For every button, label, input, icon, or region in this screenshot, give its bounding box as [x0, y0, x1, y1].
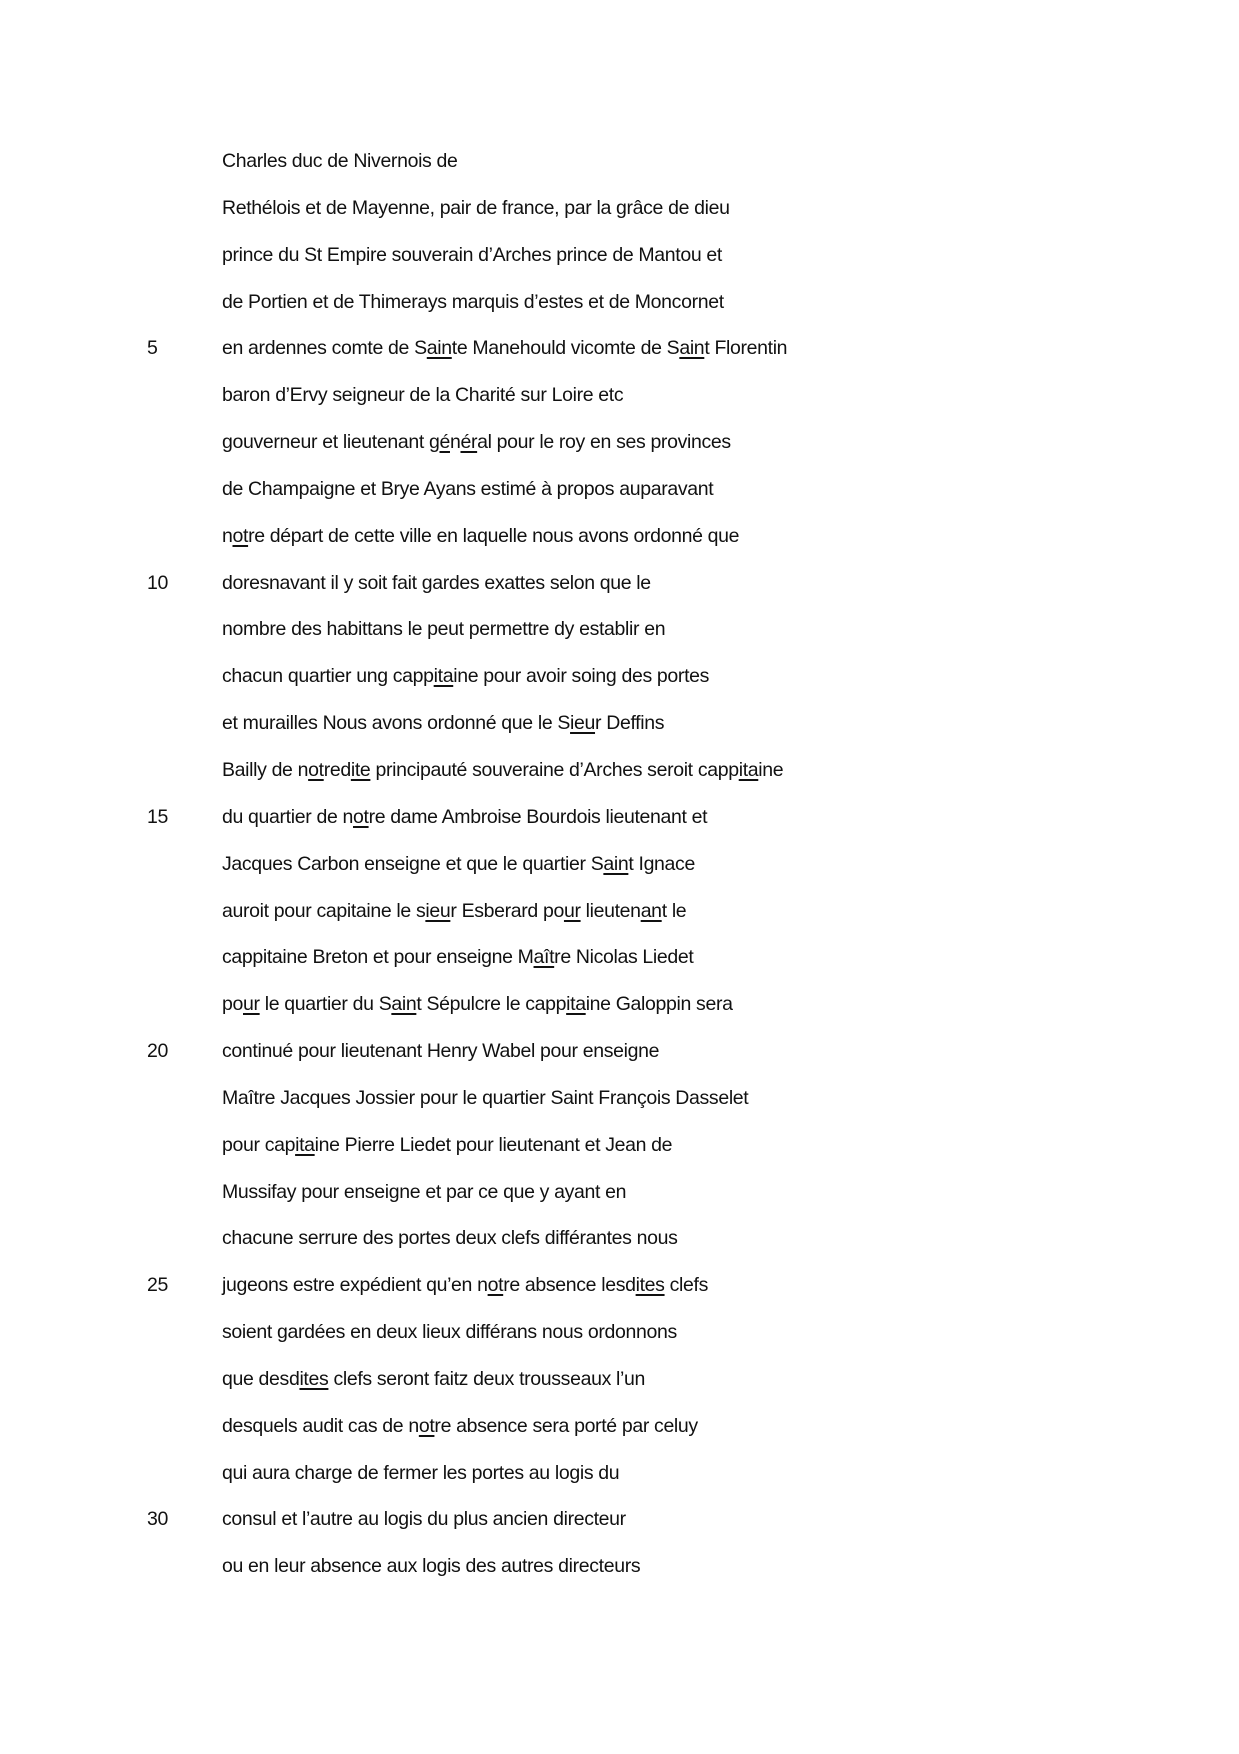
- line-text: [222, 333, 787, 363]
- text-segment: continué pour lieutenant Henry Wabel pour enseigne: [222, 1040, 660, 1063]
- line-text: [222, 474, 713, 504]
- line-text: [222, 1551, 640, 1581]
- text-segment: que desd: [222, 1367, 300, 1390]
- text-line: [0, 1083, 1239, 1130]
- line-text: [222, 146, 458, 176]
- line-text: [222, 1130, 672, 1160]
- text-segment: re dame Ambroise Bourdois lieutenant et: [368, 805, 708, 828]
- line-text: [222, 661, 709, 691]
- expanded-abbreviation: ot: [418, 1414, 435, 1437]
- line-number: 30: [147, 1508, 168, 1531]
- line-text: [222, 1504, 626, 1534]
- line-text: [222, 1177, 626, 1207]
- expanded-abbreviation: ain: [426, 337, 452, 360]
- expanded-abbreviation: an: [640, 899, 662, 922]
- text-line: [0, 1458, 1239, 1505]
- text-segment: re absence lesd: [503, 1274, 636, 1297]
- text-line: [0, 427, 1239, 474]
- text-segment: al pour le roy en ses provinces: [477, 431, 731, 454]
- text-segment: jugeons estre expédient qu’en n: [222, 1274, 488, 1297]
- text-segment: et murailles Nous avons ordonné que le S: [222, 712, 571, 735]
- text-line: [0, 240, 1239, 287]
- text-segment: prince du St Empire souverain d’Arches prince de Mantou et: [222, 243, 722, 266]
- text-segment: Jacques Carbon enseigne et que le quartier S: [222, 852, 604, 875]
- line-number: 15: [147, 805, 168, 828]
- text-segment: t le: [661, 899, 687, 922]
- text-line: [0, 755, 1239, 802]
- text-segment: de Portien et de Thimerays marquis d’estes et de Moncornet: [222, 290, 724, 313]
- text-segment: n: [222, 524, 233, 547]
- text-line: [0, 661, 1239, 708]
- line-text: [222, 521, 739, 551]
- expanded-abbreviation: ita: [738, 758, 759, 781]
- expanded-abbreviation: ain: [603, 852, 629, 875]
- expanded-abbreviation: ur: [563, 899, 581, 922]
- text-line: [0, 1551, 1239, 1598]
- text-segment: t Florentin: [704, 337, 788, 360]
- line-number: 20: [147, 1040, 168, 1063]
- expanded-abbreviation: ites: [299, 1367, 329, 1390]
- text-segment: gouverneur et lieutenant g: [222, 431, 440, 454]
- text-line: [0, 1036, 1239, 1083]
- text-segment: baron d’Ervy seigneur de la Charité sur Loire etc: [222, 384, 624, 407]
- text-line: [0, 1504, 1239, 1551]
- text-line: [0, 708, 1239, 755]
- text-line: [0, 1177, 1239, 1224]
- text-segment: re Nicolas Liedet: [554, 946, 694, 969]
- text-line: [0, 1364, 1239, 1411]
- text-line: [0, 146, 1239, 193]
- text-segment: doresnavant il y soit fait gardes exattes selon que le: [222, 571, 651, 594]
- text-segment: lieuten: [580, 899, 641, 922]
- text-line: [0, 474, 1239, 521]
- text-segment: chacun quartier ung capp: [222, 665, 434, 688]
- text-segment: Bailly de n: [222, 758, 309, 781]
- expanded-abbreviation: ita: [433, 665, 454, 688]
- line-text: [222, 989, 733, 1019]
- text-segment: qui aura charge de fermer les portes au logis du: [222, 1461, 620, 1484]
- expanded-abbreviation: ot: [232, 524, 249, 547]
- text-segment: Mussifay pour enseigne et par ce que y ayant en: [222, 1180, 627, 1203]
- text-segment: red: [323, 758, 351, 781]
- text-segment: Maître Jacques Jossier pour le quartier Saint François Dasselet: [222, 1086, 749, 1109]
- text-segment: ine: [758, 758, 784, 781]
- line-text: [222, 380, 623, 410]
- text-segment: consul et l’autre au logis du plus ancien directeur: [222, 1508, 626, 1531]
- line-number: 10: [147, 571, 168, 594]
- line-text: [222, 240, 722, 270]
- line-text: [222, 427, 731, 457]
- expanded-abbreviation: ieu: [570, 712, 596, 735]
- text-segment: le quartier du S: [259, 993, 392, 1016]
- text-line: [0, 614, 1239, 661]
- line-text: [222, 849, 695, 879]
- line-text: [222, 614, 665, 644]
- line-number: 25: [147, 1274, 168, 1297]
- line-text: [222, 802, 707, 832]
- expanded-abbreviation: ot: [308, 758, 324, 781]
- text-segment: nombre des habittans le peut permettre dy establir en: [222, 618, 666, 641]
- line-text: [222, 708, 664, 738]
- line-text: [222, 193, 730, 223]
- text-segment: n: [449, 431, 461, 454]
- expanded-abbreviation: ain: [679, 337, 705, 360]
- text-segment: chacune serrure des portes deux clefs différantes nous: [222, 1227, 678, 1250]
- text-line: [0, 193, 1239, 240]
- text-segment: po: [222, 993, 243, 1016]
- line-text: [222, 942, 693, 972]
- text-segment: Rethélois et de Mayenne, pair de france, par la grâce de dieu: [222, 196, 730, 219]
- text-segment: t Ignace: [628, 852, 695, 875]
- expanded-abbreviation: ot: [487, 1274, 504, 1297]
- line-text: [222, 755, 783, 785]
- text-segment: principauté souveraine d’Arches seroit capp: [370, 758, 739, 781]
- text-segment: pour cap: [222, 1133, 296, 1156]
- expanded-abbreviation: ita: [295, 1133, 315, 1156]
- text-line: [0, 1130, 1239, 1177]
- expanded-abbreviation: é: [439, 431, 450, 454]
- text-segment: r Esberard po: [450, 899, 564, 922]
- expanded-abbreviation: ur: [243, 993, 260, 1016]
- line-text: [222, 1364, 645, 1394]
- line-text: [222, 1223, 678, 1253]
- text-line: [0, 1317, 1239, 1364]
- expanded-abbreviation: ain: [391, 993, 417, 1016]
- text-line: [0, 287, 1239, 334]
- text-segment: de Champaigne et Brye Ayans estimé à propos auparavant: [222, 477, 714, 500]
- text-line: [0, 1411, 1239, 1458]
- expanded-abbreviation: ieu: [425, 899, 451, 922]
- text-segment: te Manehould vicomte de S: [451, 337, 680, 360]
- transcription-lines: [0, 146, 1239, 1598]
- text-segment: re absence sera porté par celuy: [434, 1414, 698, 1437]
- text-segment: ine Pierre Liedet pour lieutenant et Jean de: [314, 1133, 673, 1156]
- text-segment: du quartier de n: [222, 805, 353, 828]
- line-text: [222, 1458, 619, 1488]
- text-segment: ine pour avoir soing des portes: [453, 665, 710, 688]
- text-segment: en ardennes comte de S: [222, 337, 427, 360]
- text-line: [0, 1270, 1239, 1317]
- line-text: [222, 1270, 708, 1300]
- text-segment: auroit pour capitaine le s: [222, 899, 426, 922]
- expanded-abbreviation: ot: [353, 805, 369, 828]
- expanded-abbreviation: aît: [533, 946, 555, 969]
- text-segment: t Sépulcre le capp: [416, 993, 567, 1016]
- text-segment: clefs seront faitz deux trousseaux l’un: [328, 1367, 645, 1390]
- text-line: [0, 521, 1239, 568]
- line-text: [222, 287, 724, 317]
- text-line: [0, 849, 1239, 896]
- text-line: [0, 942, 1239, 989]
- text-line: [0, 1223, 1239, 1270]
- text-segment: ine Galoppin sera: [585, 993, 733, 1016]
- text-line: [0, 568, 1239, 615]
- text-line: [0, 333, 1239, 380]
- text-segment: soient gardées en deux lieux différans nous ordonnons: [222, 1321, 677, 1344]
- expanded-abbreviation: ita: [566, 993, 586, 1016]
- text-line: [0, 896, 1239, 943]
- text-segment: desquels audit cas de n: [222, 1414, 419, 1437]
- line-text: [222, 568, 651, 598]
- line-text: [222, 1083, 748, 1113]
- text-segment: re départ de cette ville en laquelle nous avons ordonné que: [248, 524, 740, 547]
- expanded-abbreviation: ites: [635, 1274, 665, 1297]
- line-number: 5: [147, 337, 158, 360]
- expanded-abbreviation: ite: [350, 758, 371, 781]
- line-text: [222, 1036, 659, 1066]
- text-segment: cappitaine Breton et pour enseigne M: [222, 946, 534, 969]
- text-segment: Charles duc de Nivernois de: [222, 150, 458, 172]
- line-text: [222, 1317, 677, 1347]
- text-line: [0, 380, 1239, 427]
- text-segment: r Deffins: [595, 712, 665, 735]
- expanded-abbreviation: ér: [460, 431, 478, 454]
- text-line: [0, 802, 1239, 849]
- text-segment: ou en leur absence aux logis des autres directeurs: [222, 1555, 641, 1578]
- text-line: [0, 989, 1239, 1036]
- line-text: [222, 1411, 698, 1441]
- text-segment: clefs: [664, 1274, 708, 1297]
- line-text: [222, 896, 686, 926]
